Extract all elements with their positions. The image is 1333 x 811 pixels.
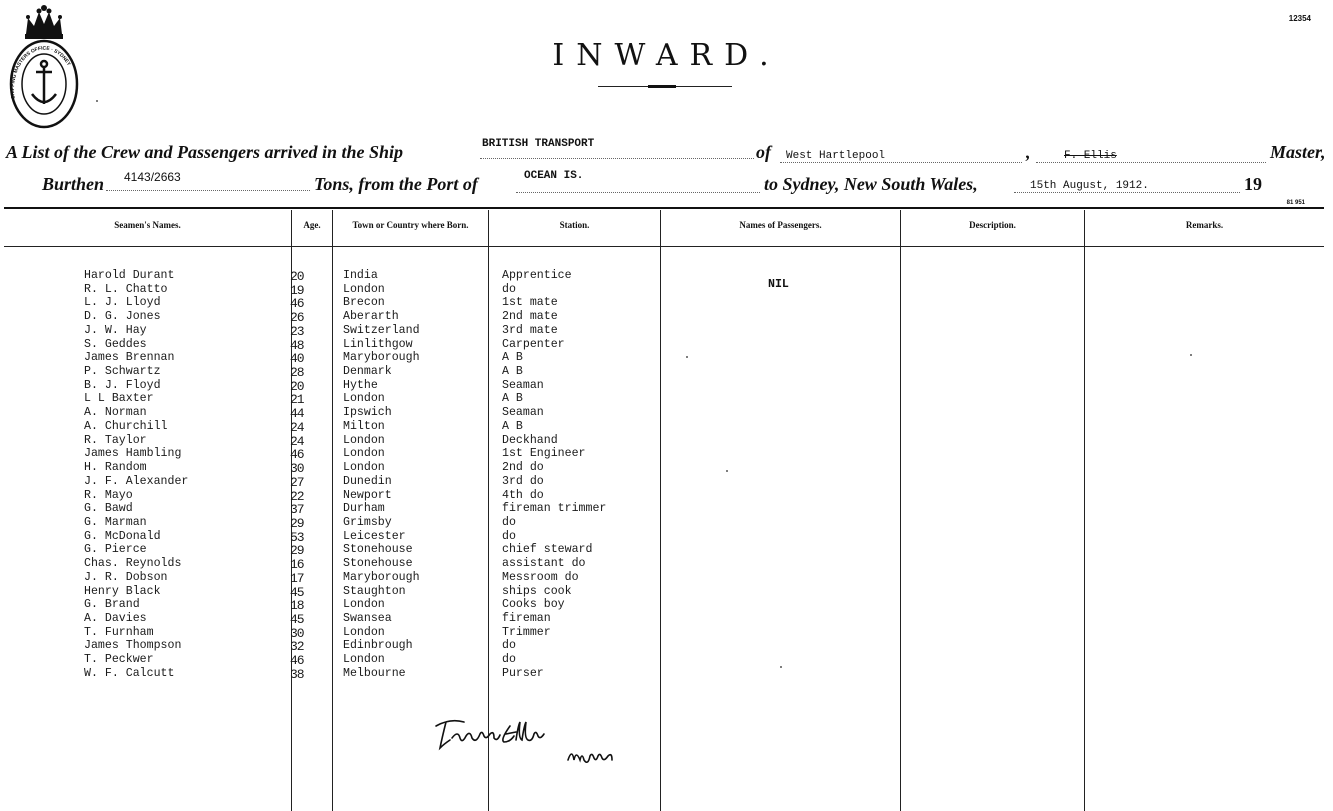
crew-name: R. Taylor xyxy=(84,433,147,447)
crew-age: 37 xyxy=(290,502,304,518)
table-row xyxy=(0,516,660,530)
column-divider xyxy=(660,210,661,811)
crew-birthplace: Leicester xyxy=(343,529,406,543)
paper-speck xyxy=(1190,354,1192,356)
table-top-rule xyxy=(4,207,1324,209)
crew-station: Apprentice xyxy=(502,269,572,282)
table-row xyxy=(0,351,660,365)
crew-name: G. Brand xyxy=(84,598,140,612)
crew-age: 20 xyxy=(290,269,304,284)
to-label: to Sydney, New South Wales, xyxy=(764,174,978,194)
table-row xyxy=(0,269,660,283)
col-header-age: Age. xyxy=(303,220,321,230)
crew-birthplace: Ipswich xyxy=(343,406,392,420)
crew-station: fireman xyxy=(502,611,551,625)
table-row xyxy=(0,283,660,297)
crew-birthplace: Hythe xyxy=(343,378,378,392)
crew-birthplace: Swansea xyxy=(343,611,392,625)
crew-station: 2nd mate xyxy=(502,310,558,324)
crew-age: 48 xyxy=(290,337,304,353)
tons-label: Tons, from the Port of xyxy=(314,174,478,194)
year-suffix: 19 xyxy=(1244,174,1262,194)
home-port-line xyxy=(780,162,1022,163)
table-row xyxy=(0,612,660,626)
home-port: West Hartlepool xyxy=(786,150,886,162)
form-number: 12354 xyxy=(1288,14,1311,23)
crew-name: J. W. Hay xyxy=(84,323,147,337)
crew-birthplace: India xyxy=(343,269,378,282)
crew-name: A. Davies xyxy=(84,611,147,625)
crew-station: Cooks boy xyxy=(502,598,565,612)
crew-station: do xyxy=(502,529,516,543)
crew-age: 21 xyxy=(290,392,304,408)
crew-name: G. Marman xyxy=(84,515,147,529)
crew-name: James Hambling xyxy=(84,447,182,461)
of-label: of xyxy=(756,142,771,162)
table-row xyxy=(0,338,660,352)
passengers-nil: NIL xyxy=(768,278,789,291)
crew-age: 24 xyxy=(290,419,304,435)
table-row xyxy=(0,571,660,585)
crew-age: 30 xyxy=(290,625,304,641)
table-row xyxy=(0,365,660,379)
table-row xyxy=(0,639,660,653)
crew-station: do xyxy=(502,653,516,667)
paper-speck xyxy=(780,666,782,668)
crew-birthplace: Stonehouse xyxy=(343,557,413,571)
date-line xyxy=(1014,192,1240,193)
table-row xyxy=(0,379,660,393)
header-line1-prefix: A List of the Crew and Passengers arrived in the Ship xyxy=(6,142,404,162)
crew-age: 38 xyxy=(290,666,304,682)
crew-birthplace: Switzerland xyxy=(343,323,420,337)
crew-birthplace: Aberarth xyxy=(343,310,399,324)
crew-station: ships cook xyxy=(502,584,572,598)
master-name-line xyxy=(1036,162,1266,163)
crew-name: G. Pierce xyxy=(84,543,147,557)
crew-age: 22 xyxy=(290,488,304,504)
crew-name: Chas. Reynolds xyxy=(84,557,182,571)
crew-name: H. Random xyxy=(84,461,147,475)
crew-name: T. Furnham xyxy=(84,625,154,639)
crew-birthplace: London xyxy=(343,282,385,296)
crew-age: 53 xyxy=(290,529,304,545)
paper-speck xyxy=(686,356,688,358)
paper-speck xyxy=(726,470,728,472)
crew-birthplace: Newport xyxy=(343,488,392,502)
svg-text:SHIPPING MASTERS OFFICE · SYDN: SHIPPING MASTERS OFFICE · SYDNEY xyxy=(9,45,72,100)
crew-station: 3rd do xyxy=(502,474,544,488)
table-row xyxy=(0,324,660,338)
paper-speck xyxy=(96,100,98,102)
crew-birthplace: London xyxy=(343,625,385,639)
crew-birthplace: London xyxy=(343,447,385,461)
table-row xyxy=(0,447,660,461)
crew-name: J. F. Alexander xyxy=(84,474,189,488)
crew-station: A B xyxy=(502,392,523,406)
crew-birthplace: London xyxy=(343,461,385,475)
crew-age: 46 xyxy=(290,296,304,312)
crew-name: R. L. Chatto xyxy=(84,282,168,296)
crew-name: Henry Black xyxy=(84,584,161,598)
crew-station: 3rd mate xyxy=(502,323,558,337)
table-row xyxy=(0,489,660,503)
column-divider xyxy=(1084,210,1085,811)
comma: , xyxy=(1026,142,1031,162)
crew-age: 44 xyxy=(290,406,304,422)
crew-station: A B xyxy=(502,351,523,365)
crew-name: W. F. Calcutt xyxy=(84,666,175,680)
crew-station: Trimmer xyxy=(502,625,551,639)
crew-age: 20 xyxy=(290,378,304,394)
crew-age: 24 xyxy=(290,433,304,449)
crew-station: fireman trimmer xyxy=(502,502,607,516)
crew-name: B. J. Floyd xyxy=(84,378,161,392)
col-header-description: Description. xyxy=(969,220,1016,230)
crew-name: L L Baxter xyxy=(84,392,154,406)
crew-age: 32 xyxy=(290,639,304,655)
crew-station: A B xyxy=(502,365,523,379)
table-row xyxy=(0,461,660,475)
crew-birthplace: London xyxy=(343,433,385,447)
crew-birthplace: Melbourne xyxy=(343,666,406,680)
crew-name: G. Bawd xyxy=(84,502,133,516)
page-title: INWARD. xyxy=(552,38,781,73)
master-signature xyxy=(430,712,630,782)
crew-name: G. McDonald xyxy=(84,529,161,543)
crew-age: 17 xyxy=(290,570,304,586)
crew-list xyxy=(0,269,660,681)
crew-age: 18 xyxy=(290,598,304,614)
crew-age: 30 xyxy=(290,461,304,477)
crew-station: Deckhand xyxy=(502,433,558,447)
col-header-remarks: Remarks. xyxy=(1185,220,1224,230)
crew-age: 28 xyxy=(290,365,304,381)
crew-birthplace: London xyxy=(343,598,385,612)
crew-age: 45 xyxy=(290,611,304,627)
crew-station: Seaman xyxy=(502,406,544,420)
crew-station: 2nd do xyxy=(502,461,544,475)
table-row xyxy=(0,557,660,571)
col-header-born: Town or Country where Born. xyxy=(352,220,469,230)
crew-birthplace: Grimsby xyxy=(343,515,392,529)
crew-birthplace: Dunedin xyxy=(343,474,392,488)
crew-age: 46 xyxy=(290,447,304,463)
col-header-passengers: Names of Passengers. xyxy=(739,220,822,230)
table-row xyxy=(0,598,660,612)
crew-age: 27 xyxy=(290,474,304,490)
crew-birthplace: Maryborough xyxy=(343,570,420,584)
crew-birthplace: Brecon xyxy=(343,296,385,310)
form-code: 81 951 xyxy=(1286,200,1305,206)
crew-station: Seaman xyxy=(502,378,544,392)
table-row xyxy=(0,475,660,489)
table-row xyxy=(0,667,660,681)
crew-name: L. J. Lloyd xyxy=(84,296,161,310)
crew-name: P. Schwartz xyxy=(84,365,161,379)
crew-station: Messroom do xyxy=(502,570,579,584)
crew-name: D. G. Jones xyxy=(84,310,161,324)
crew-age: 23 xyxy=(290,323,304,339)
crew-station: A B xyxy=(502,419,523,433)
crew-station: assistant do xyxy=(502,557,586,571)
burthen-label: Burthen xyxy=(42,174,105,194)
table-row xyxy=(0,420,660,434)
crew-birthplace: Denmark xyxy=(343,365,392,379)
table-row xyxy=(0,392,660,406)
crew-age: 29 xyxy=(290,543,304,559)
crew-birthplace: Edinbrough xyxy=(343,639,413,653)
crew-name: T. Peckwer xyxy=(84,653,154,667)
ship-name: BRITISH TRANSPORT xyxy=(482,138,595,150)
crew-station: do xyxy=(502,515,516,529)
table-row xyxy=(0,585,660,599)
crew-name: R. Mayo xyxy=(84,488,133,502)
ship-name-line xyxy=(480,158,754,159)
crew-station: chief steward xyxy=(502,543,593,557)
crew-age: 40 xyxy=(290,351,304,367)
master-label: Master, xyxy=(1270,142,1326,162)
from-port: OCEAN IS. xyxy=(524,170,584,182)
table-row xyxy=(0,406,660,420)
crew-name: A. Churchill xyxy=(84,419,168,433)
crew-age: 46 xyxy=(290,653,304,669)
crew-station: do xyxy=(502,282,516,296)
table-row xyxy=(0,310,660,324)
crew-birthplace: London xyxy=(343,392,385,406)
table-row xyxy=(0,434,660,448)
crew-birthplace: London xyxy=(343,653,385,667)
crew-name: Harold Durant xyxy=(84,269,175,282)
col-header-station: Station. xyxy=(559,220,590,230)
crew-station: do xyxy=(502,639,516,653)
burthen-value: 4143/2663 xyxy=(124,170,181,184)
crew-birthplace: Milton xyxy=(343,419,385,433)
table-row xyxy=(0,626,660,640)
crew-birthplace: Stonehouse xyxy=(343,543,413,557)
crew-age: 16 xyxy=(290,557,304,573)
crew-station: 4th do xyxy=(502,488,544,502)
column-divider xyxy=(900,210,901,811)
col-header-names: Seamen's Names. xyxy=(114,220,181,230)
crew-age: 45 xyxy=(290,584,304,600)
crew-station: 1st mate xyxy=(502,296,558,310)
crew-name: A. Norman xyxy=(84,406,147,420)
crew-name: S. Geddes xyxy=(84,337,147,351)
crew-age: 26 xyxy=(290,310,304,326)
crew-birthplace: Linlithgow xyxy=(343,337,413,351)
table-row xyxy=(0,296,660,310)
table-row xyxy=(0,543,660,557)
burthen-line xyxy=(106,190,310,191)
crew-station: 1st Engineer xyxy=(502,447,586,461)
master-name: F. Ellis xyxy=(1064,150,1117,162)
crew-station: Purser xyxy=(502,666,544,680)
title-rule-ornament xyxy=(648,85,676,88)
crew-birthplace: Durham xyxy=(343,502,385,516)
from-port-line xyxy=(516,192,760,193)
table-row xyxy=(0,530,660,544)
arrival-date: 15th August, 1912. xyxy=(1030,180,1149,192)
crew-station: Carpenter xyxy=(502,337,565,351)
header-bottom-rule xyxy=(4,246,1324,247)
crew-name: James Thompson xyxy=(84,639,182,653)
crew-name: J. R. Dobson xyxy=(84,570,168,584)
table-row xyxy=(0,502,660,516)
table-row xyxy=(0,653,660,667)
crew-birthplace: Staughton xyxy=(343,584,406,598)
crew-age: 19 xyxy=(290,282,304,298)
crew-name: James Brennan xyxy=(84,351,175,365)
crew-birthplace: Maryborough xyxy=(343,351,420,365)
crew-age: 29 xyxy=(290,515,304,531)
